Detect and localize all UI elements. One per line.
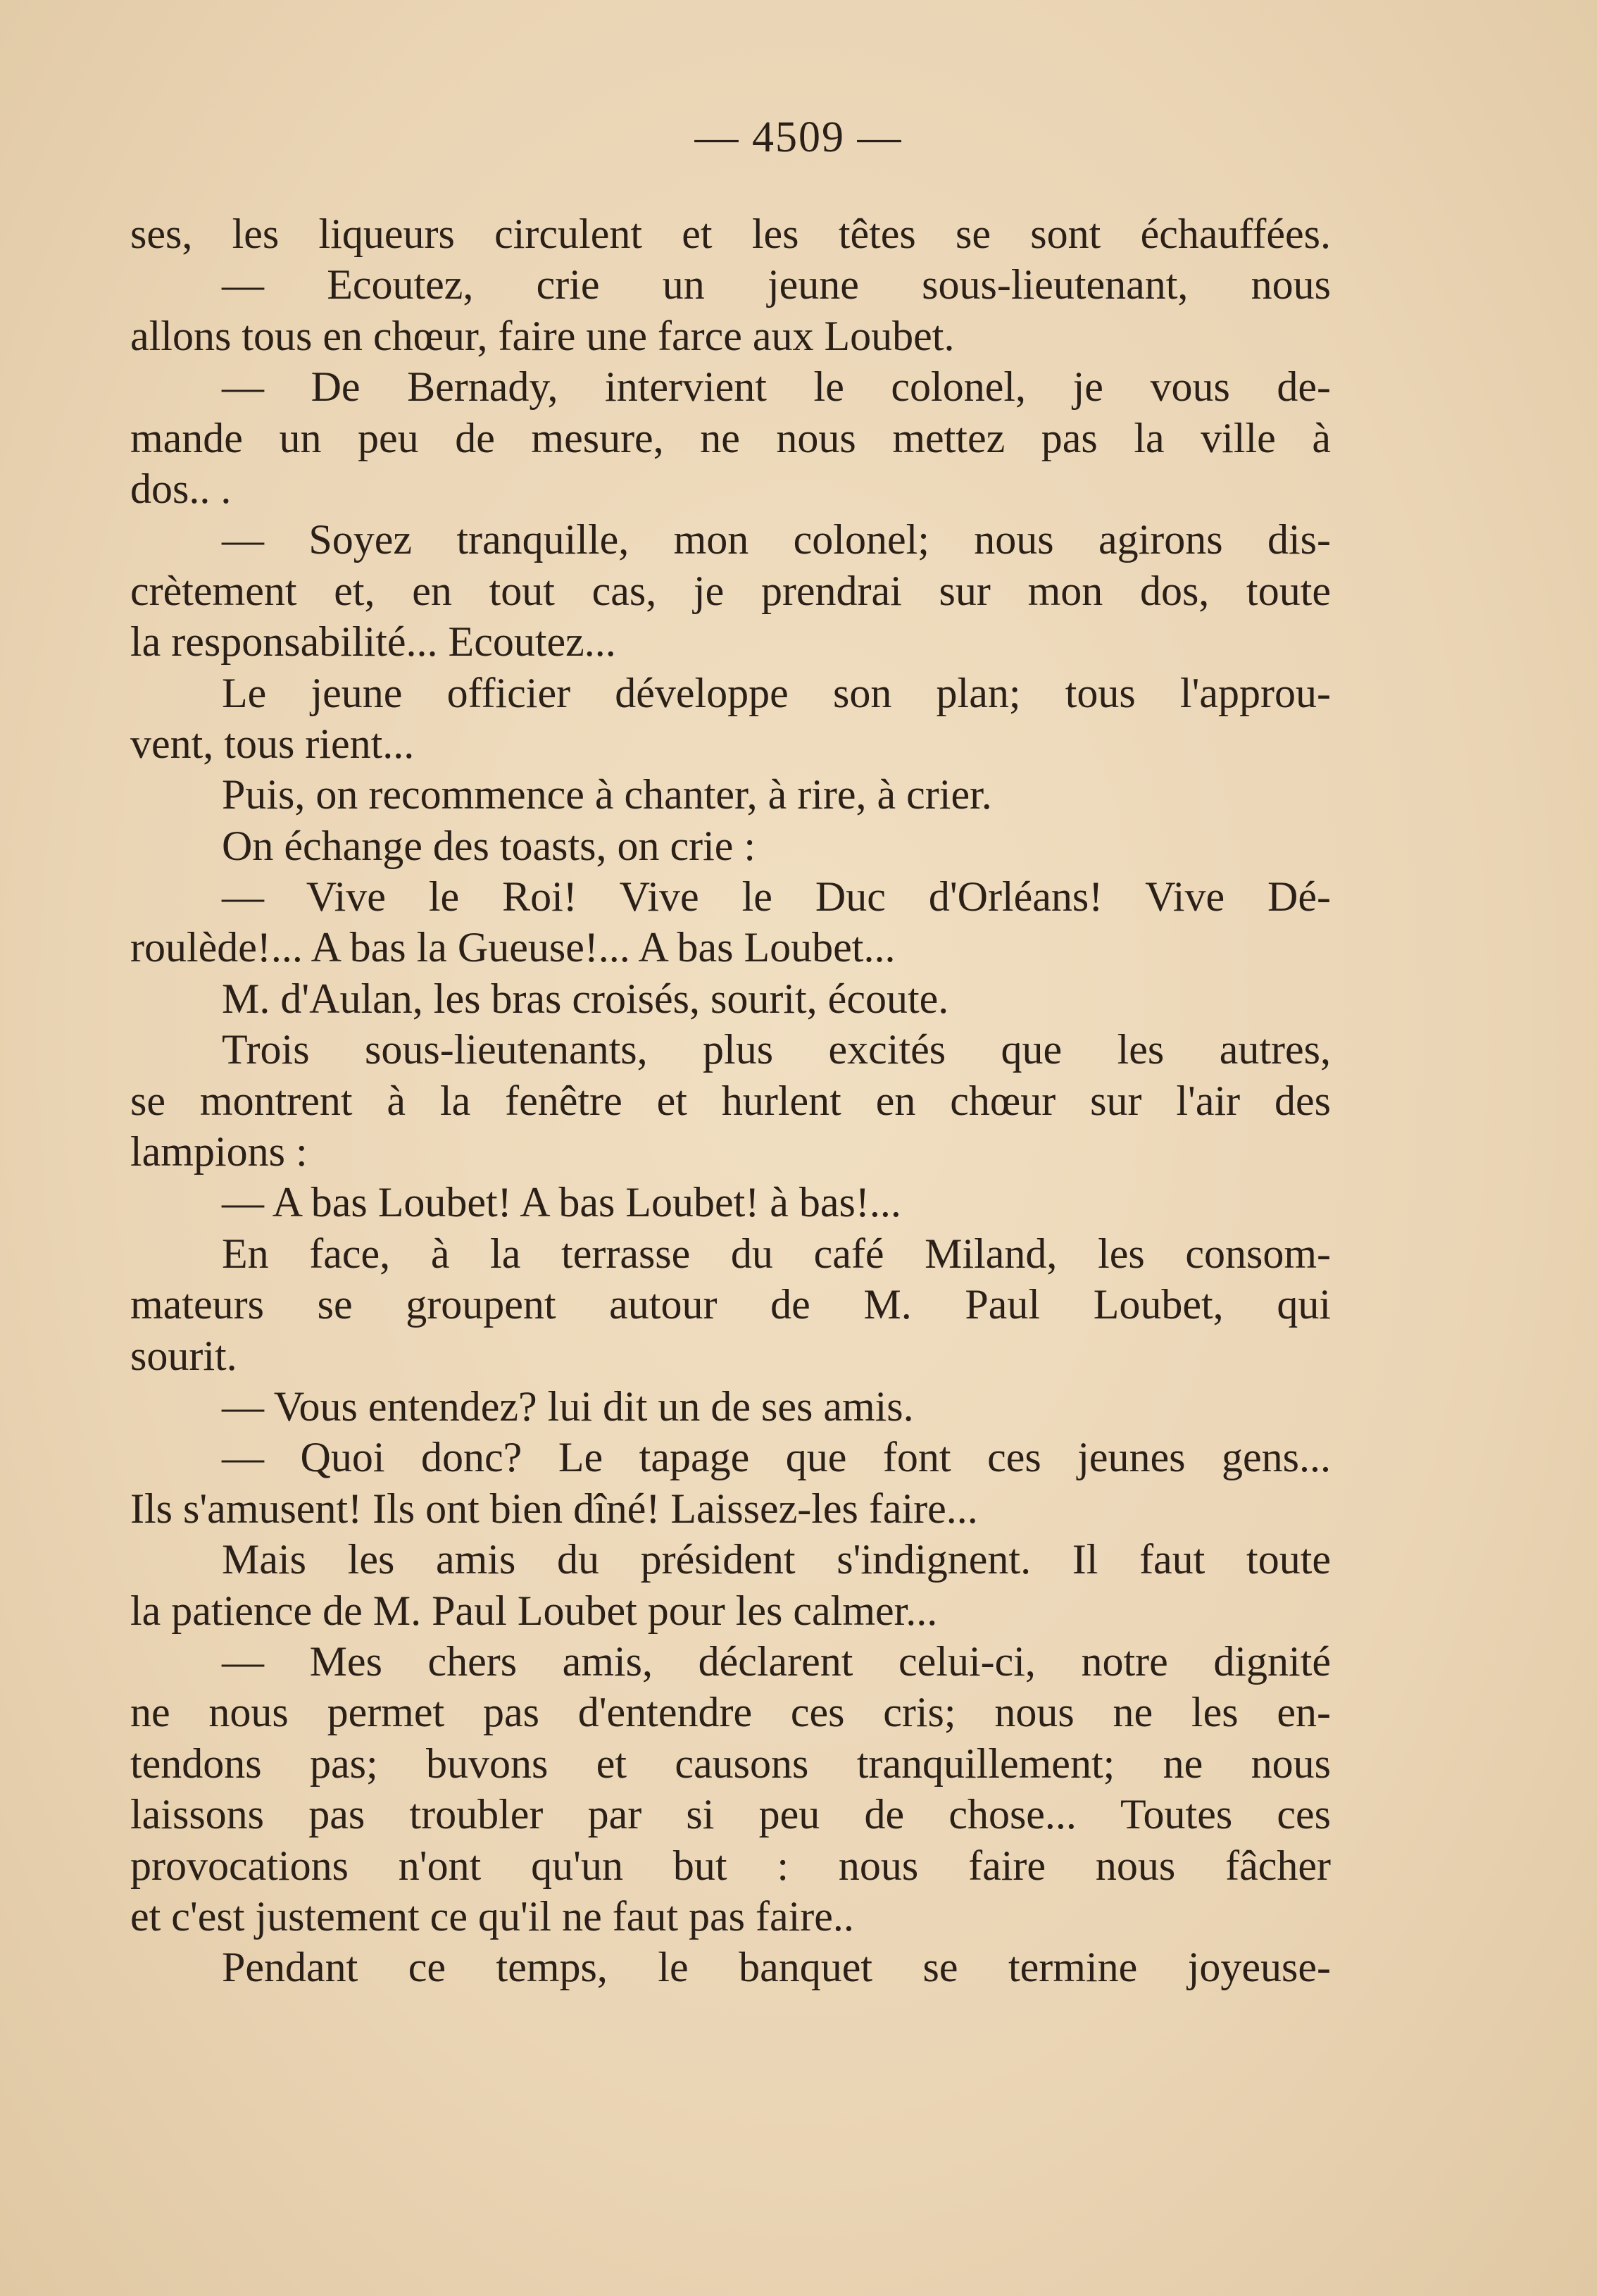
text-line: provocations n'ont qu'un but : nous faire nous fâcher — [130, 1842, 1331, 1889]
text-line: lampions : — [130, 1128, 308, 1175]
text-line: Mais les amis du président s'indignent. Il faut toute — [222, 1536, 1331, 1583]
text-line: vent, tous rient... — [130, 720, 415, 767]
text-line: — A bas Loubet! A bas Loubet! à bas!... — [222, 1179, 901, 1226]
text-line: dos.. . — [130, 465, 232, 512]
text-line: En face, à la terrasse du café Miland, les consom- — [222, 1230, 1331, 1277]
page-number: — 4509 — — [694, 113, 903, 161]
text-line: la patience de M. Paul Loubet pour les calmer... — [130, 1587, 938, 1634]
text-line: Trois sous-lieutenants, plus excités que les autres, — [222, 1026, 1331, 1073]
text-line: ses, les liqueurs circulent et les têtes se sont échauffées. — [130, 211, 1331, 257]
text-line: crètement et, en tout cas, je prendrai sur mon dos, toute — [130, 567, 1331, 614]
text-line: roulède!... A bas la Gueuse!... A bas Loubet... — [130, 924, 896, 971]
text-line: Ils s'amusent! Ils ont bien dîné! Laissez-les faire... — [130, 1485, 978, 1532]
text-line: allons tous en chœur, faire une farce aux Loubet. — [130, 312, 955, 359]
text-line: — Quoi donc? Le tapage que font ces jeunes gens... — [222, 1434, 1331, 1481]
text-line: et c'est justement ce qu'il ne faut pas faire.. — [130, 1892, 854, 1940]
text-line: Pendant ce temps, le banquet se termine joyeuse- — [222, 1944, 1331, 1991]
text-line: — Soyez tranquille, mon colonel; nous agirons dis- — [222, 516, 1331, 563]
text-line: — Vous entendez? lui dit un de ses amis. — [222, 1383, 914, 1430]
text-line: — De Bernady, intervient le colonel, je vous de- — [222, 363, 1331, 411]
text-line: la responsabilité... Ecoutez... — [130, 618, 616, 666]
text-line: laissons pas troubler par si peu de chose... Toutes ces — [130, 1791, 1331, 1838]
text-line: ne nous permet pas d'entendre ces cris; nous ne les en- — [130, 1689, 1331, 1736]
text-line: — Mes chers amis, déclarent celui-ci, notre dignité — [222, 1637, 1331, 1685]
text-line: Le jeune officier développe son plan; tous l'approu- — [222, 669, 1331, 716]
text-line: mateurs se groupent autour de M. Paul Loubet, qui — [130, 1281, 1331, 1328]
text-line: Puis, on recommence à chanter, à rire, à crier. — [222, 771, 992, 818]
text-line: M. d'Aulan, les bras croisés, sourit, écoute. — [222, 975, 949, 1022]
body-text — [130, 208, 1331, 1993]
text-line: sourit. — [130, 1332, 237, 1379]
text-line: tendons pas; buvons et causons tranquillement; ne nous — [130, 1740, 1331, 1787]
text-line: — Ecoutez, crie un jeune sous-lieutenant, nous — [222, 261, 1331, 308]
text-line: — Vive le Roi! Vive le Duc d'Orléans! Vive Dé- — [222, 873, 1331, 921]
text-line: On échange des toasts, on crie : — [222, 822, 756, 869]
text-line: se montrent à la fenêtre et hurlent en chœur sur l'air des — [130, 1077, 1331, 1124]
text-line: mande un peu de mesure, ne nous mettez pas la ville à — [130, 414, 1331, 461]
